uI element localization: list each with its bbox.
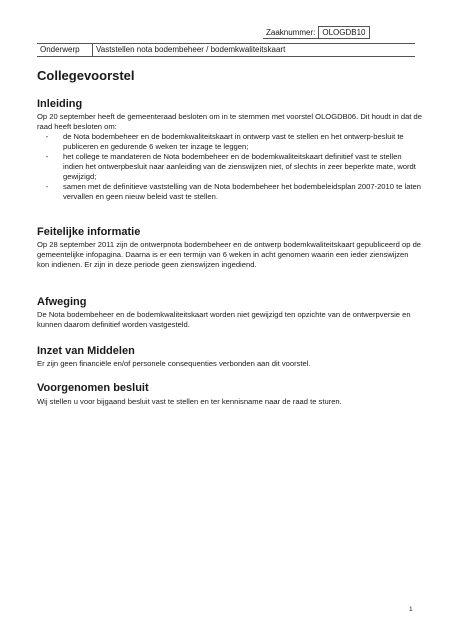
list-item xyxy=(37,132,422,152)
onderwerp-row xyxy=(37,43,415,57)
heading-afweging: Afweging xyxy=(37,296,87,308)
page-title: Collegevoorstel xyxy=(37,68,135,83)
voorgenomen-besluit-text: Wij stellen u voor bijgaand besluit vast te stellen en ter kennisname naar de raad te sturen. xyxy=(37,397,342,406)
onderwerp-value: Vaststellen nota bodembeheer / bodemkwaliteitskaart xyxy=(96,45,286,54)
bullet-text: samen met de definitieve vaststelling van de Nota bodembeheer het bodembeleidsplan 2007-2010 te laten vervallen en geen nieuw beleid vast te stellen. xyxy=(63,182,421,201)
list-item xyxy=(37,152,422,182)
list-item xyxy=(37,182,422,202)
bullet-text: de Nota bodembeheer en de bodemkwaliteitskaart in ontwerp vast te stellen en het ontwerp-besluit te publiceren en gedurende 6 weken ter inzage te leggen; xyxy=(63,132,404,151)
feitelijke-informatie-text: Op 28 september 2011 zijn de ontwerpnota bodembeheer en de ontwerp bodemkwaliteitskaart gepubliceerd op de gemeentelijke infopagina. Daarna is er een termijn van 6 weken in acht genomen waarin een ieder zienswijzen kon indienen. Er zijn in deze periode geen zienswijzen ingediend. xyxy=(37,240,422,269)
inleiding-bullet-list xyxy=(37,132,422,202)
onderwerp-label: Onderwerp xyxy=(37,44,93,56)
inleiding-intro: Op 20 september heeft de gemeenteraad besloten om in te stemmen met voorstel OLOGDB06. Dit houdt in dat de raad heeft besloten om: xyxy=(37,112,422,131)
bullet-dash: - xyxy=(45,182,49,191)
heading-voorgenomen-besluit: Voorgenomen besluit xyxy=(37,382,149,394)
bullet-dash: - xyxy=(45,152,49,161)
zaaknummer-label: Zaaknummer: xyxy=(263,27,319,39)
inzet-van-middelen-text: Er zijn geen financiële en/of personele consequenties verbonden aan dit voorstel. xyxy=(37,359,311,368)
heading-feitelijke-informatie: Feitelijke informatie xyxy=(37,226,141,238)
page-number: 1 xyxy=(409,606,413,613)
heading-inzet-van-middelen: Inzet van Middelen xyxy=(37,345,135,357)
bullet-dash: - xyxy=(45,132,49,141)
zaaknummer-table xyxy=(263,26,370,39)
bullet-text: het college te mandateren de Nota bodembeheer en de bodemkwaliteitskaart definitief vast te stellen indien het ontwerpbesluit naar aanleiding van de zienswijzen niet, of slechts in zeer beperkte mate, wordt gewijzigd; xyxy=(63,152,416,181)
zaaknummer-value: OLOGDB10 xyxy=(319,27,369,39)
afweging-text: De Nota bodembeheer en de bodemkwaliteitskaart worden niet gewijzigd ten opzichte van de ontwerpversie en kunnen daarom definitief worden vastgesteld. xyxy=(37,310,411,329)
heading-inleiding: Inleiding xyxy=(37,98,83,110)
